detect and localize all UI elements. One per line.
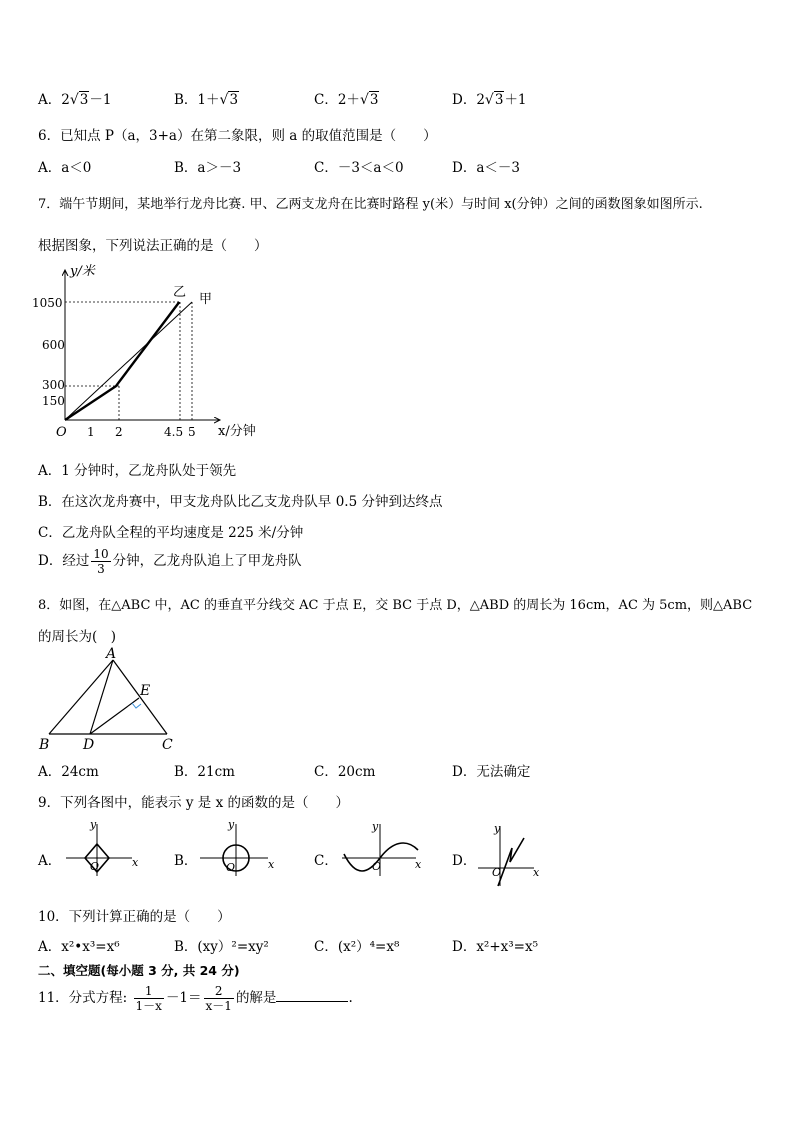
q9-graph-d [474,818,554,890]
fraction-10-3 [91,547,110,576]
q6-option-c: C．－3＜a＜0 [314,160,404,176]
option-post: －1 [89,92,112,108]
q10-stem: 10．下列计算正确的是（ ） [38,909,231,925]
option-pre: 1＋ [197,92,220,108]
q10-option-c: C．(x²）⁴=x⁸ [314,939,400,955]
label-e: E [140,683,151,699]
q8-stem-line2: 的周长为( ) [38,629,117,645]
option-pre: 2 [476,92,485,108]
option-label: A． [38,92,62,108]
radical-sign: √ [69,92,79,108]
q5-option-a [38,88,111,108]
x-tick-2: 2 [115,425,123,439]
origin-label: O [372,860,382,873]
q5-option-c [314,88,379,108]
q8-stem-line1: 8．如图，在△ABC 中，AC 的垂直平分线交 AC 于点 E，交 BC 于点 D，△ABD 的周长为 16cm，AC 为 5cm，则△ABC [38,598,753,613]
q9-option-b-label: B． [174,853,198,869]
label-b: B [39,737,50,753]
radicand: 3 [494,92,504,108]
x-tick-5: 5 [188,425,196,439]
label-a: A [106,646,117,662]
q11-end: . [348,990,353,1006]
series-jia-label: 甲 [199,292,213,307]
q7-option-c: C．乙龙舟队全程的平均速度是 225 米/分钟 [38,525,304,541]
segment-de [90,698,139,734]
option-pre: 2 [61,92,70,108]
q8-option-b: B．21cm [174,764,235,780]
y-tick-600: 600 [42,338,65,352]
q8-option-d: D．无法确定 [452,764,531,780]
x-axis-label: x/分钟 [218,424,256,439]
y-tick-1050: 1050 [32,296,63,310]
y-axis-label: y/米 [70,264,95,279]
q10-option-d: D．x²+x³=x⁵ [452,939,539,955]
axis-y-label: y [494,822,501,835]
label-d: D [83,737,95,753]
q7-stem-line1: 7．端午节期间，某地举行龙舟比赛. 甲、乙两支龙舟在比赛时路程 y(米）与时间 x(分钟）之间的函数图象如图所示. [38,197,703,212]
axis-x-label: x [415,858,422,871]
y-tick-150: 150 [42,394,65,408]
series-yi-label: 乙 [173,285,187,300]
q8-triangle-figure [35,645,185,755]
origin-label: O [492,866,502,879]
radical-sign: √ [219,92,229,108]
radicand: 3 [229,92,239,108]
option-label: D． [452,92,477,108]
series-yi-line [65,302,179,420]
q8-option-a: A．24cm [38,764,99,780]
option-pre: 2＋ [337,92,360,108]
q6-stem: 6．已知点 P（a，3+a）在第二象限，则 a 的取值范围是（ ） [38,128,437,144]
x-tick-1: 1 [87,425,95,439]
q9-option-d-label: D． [452,853,477,869]
q9-graph-a [62,818,142,880]
q5-option-d [452,88,527,108]
answer-blank[interactable] [276,989,348,1002]
axis-y-label: y [228,818,235,831]
q10-option-b: B．(xy）²=xy² [174,939,269,955]
q5-option-b [174,88,239,108]
radical-sign: √ [359,92,369,108]
axis-y-label: y [372,820,379,833]
label-c: C [162,737,173,753]
q7-option-b: B．在这次龙舟赛中，甲支龙舟队比乙支龙舟队早 0.5 分钟到达终点 [38,494,443,510]
radicand: 3 [79,92,89,108]
radicand: 3 [369,92,379,108]
q9-option-c-label: C． [314,853,338,869]
axis-x-label: x [533,866,540,879]
y-tick-300: 300 [42,378,65,392]
q6-option-d: D．a＜－3 [452,160,520,176]
q11-pre: 11．分式方程: [38,990,128,1006]
option-d-pre: D．经过 [38,553,90,569]
origin-label: O [56,425,67,440]
series-jia-line [65,302,192,420]
fraction-numerator: 1 [144,984,153,998]
q10-option-a: A．x²•x³=x⁶ [38,939,120,955]
q6-option-a: A．a＜0 [38,160,92,176]
q11-line [38,984,353,1013]
q7-option-d [38,547,302,576]
option-label: C． [314,92,338,108]
radical-sign: √ [484,92,494,108]
origin-label: O [90,860,100,873]
x-tick-4.5: 4.5 [164,425,184,439]
q9-graph-c [338,818,428,880]
q7-option-a: A．1 分钟时，乙龙舟队处于领先 [38,463,237,479]
fraction-2 [204,984,234,1013]
right-angle-mark [132,703,141,708]
q7-stem-line2: 根据图象，下列说法正确的是（ ） [38,238,268,254]
fraction-numerator: 2 [214,984,223,998]
q11-post: 的解是 [235,990,277,1006]
q6-option-b: B．a＞－3 [174,160,242,176]
axis-x-label: x [268,858,275,871]
fraction-denominator: 3 [91,561,110,576]
side-ab [49,660,113,734]
fraction-denominator: 1－x [135,999,162,1013]
segment-ad [90,660,113,734]
option-d-post: 分钟，乙龙舟队追上了甲龙舟队 [112,553,302,569]
q9-stem: 9．下列各图中，能表示 y 是 x 的函数的是（ ） [38,795,349,811]
fraction-1 [134,984,164,1013]
q11-mid: －1＝ [165,990,202,1006]
option-label: B． [174,92,198,108]
option-post: ＋1 [504,92,527,108]
q9-option-a-label: A． [38,853,62,869]
fraction-numerator: 10 [93,547,109,561]
axis-x-label: x [132,856,139,869]
axis-y-label: y [90,818,97,831]
section2-title: 二、填空题(每小题 3 分, 共 24 分) [38,963,240,978]
fraction-denominator: x－1 [205,999,232,1013]
origin-label: O [226,861,236,874]
q9-graph-b [196,818,281,880]
q7-graph [30,260,280,445]
q8-option-c: C．20cm [314,764,376,780]
